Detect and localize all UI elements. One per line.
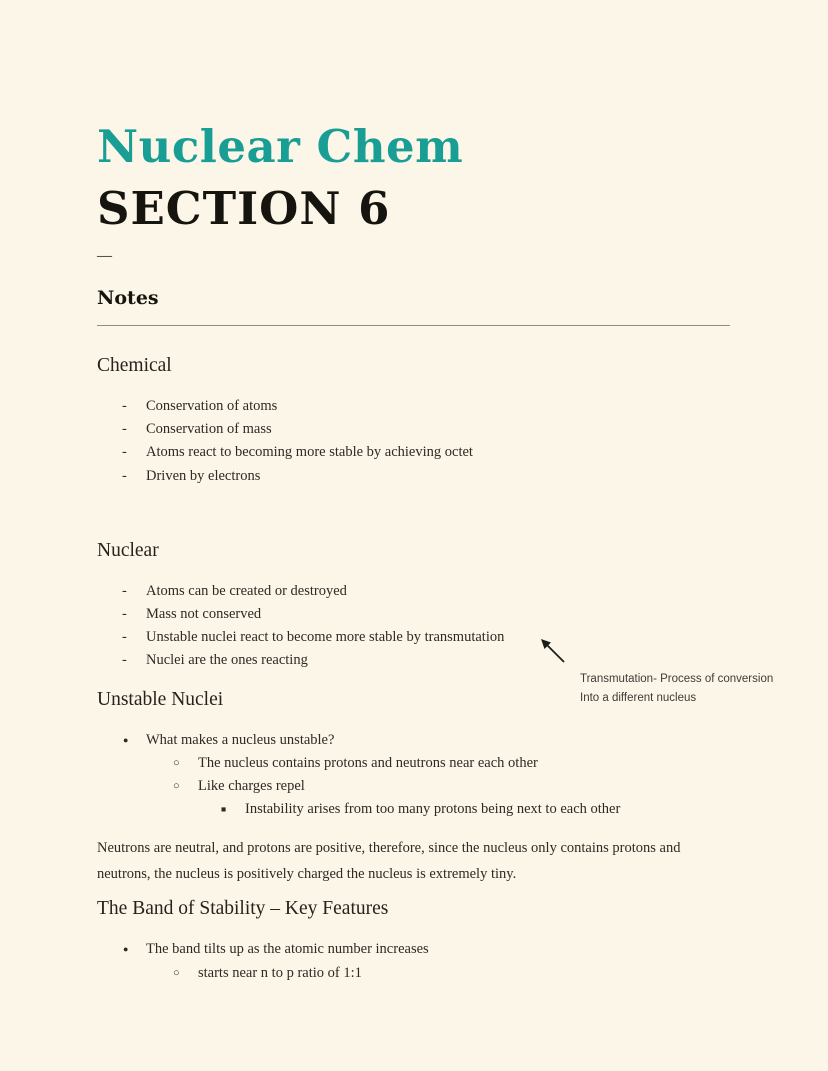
transmutation-annotation: [580, 670, 800, 708]
annotation-line-1: Transmutation- Process of conversion: [580, 673, 774, 685]
list-item: - Atoms react to becoming more stable by achieving octet: [97, 441, 730, 464]
list-item: - Nuclei are the ones reacting: [97, 649, 730, 672]
list-item: - Unstable nuclei react to become more stable by transmutation: [97, 626, 730, 649]
list-item: - Conservation of mass: [97, 418, 730, 441]
section-heading-unstable-nuclei: Unstable Nuclei: [97, 688, 224, 710]
list-item: ○ Like charges repel: [97, 775, 730, 798]
section-heading-nuclear: Nuclear: [97, 539, 159, 561]
nuclear-list: [97, 580, 730, 673]
annotation-arrow-icon: [536, 634, 570, 668]
page-subtitle: SECTION 6: [97, 182, 391, 235]
list-item: ● What makes a nucleus unstable?: [97, 729, 730, 752]
list-item: ○ starts near n to p ratio of 1:1: [97, 962, 730, 985]
unstable-nuclei-list: [97, 729, 730, 822]
band-of-stability-list: [97, 938, 730, 984]
list-item: - Atoms can be created or destroyed: [97, 580, 730, 603]
list-item: - Mass not conserved: [97, 603, 730, 626]
list-item: ● The band tilts up as the atomic number increases: [97, 938, 730, 961]
annotation-line-2: Into a different nucleus: [580, 692, 697, 704]
notes-heading: Notes: [97, 287, 159, 309]
properties-divider: —: [97, 248, 112, 264]
document-content: [97, 0, 730, 985]
list-item: - Conservation of atoms: [97, 395, 730, 418]
horizontal-rule: [97, 325, 730, 326]
list-item: ○ The nucleus contains protons and neutrons near each other: [97, 752, 730, 775]
list-item: - Driven by electrons: [97, 465, 730, 488]
page-title: Nuclear Chem: [97, 120, 464, 173]
section-heading-band-of-stability: The Band of Stability – Key Features: [97, 898, 389, 920]
chemical-list: [97, 395, 730, 488]
list-item: ■ Instability arises from too many protons being next to each other: [97, 798, 730, 821]
section-heading-chemical: Chemical: [97, 355, 172, 376]
nucleus-paragraph: Neutrons are neutral, and protons are positive, therefore, since the nucleus only contains protons and neutrons, the nucleus is positively charged the nucleus is extremely tiny.: [97, 840, 681, 883]
